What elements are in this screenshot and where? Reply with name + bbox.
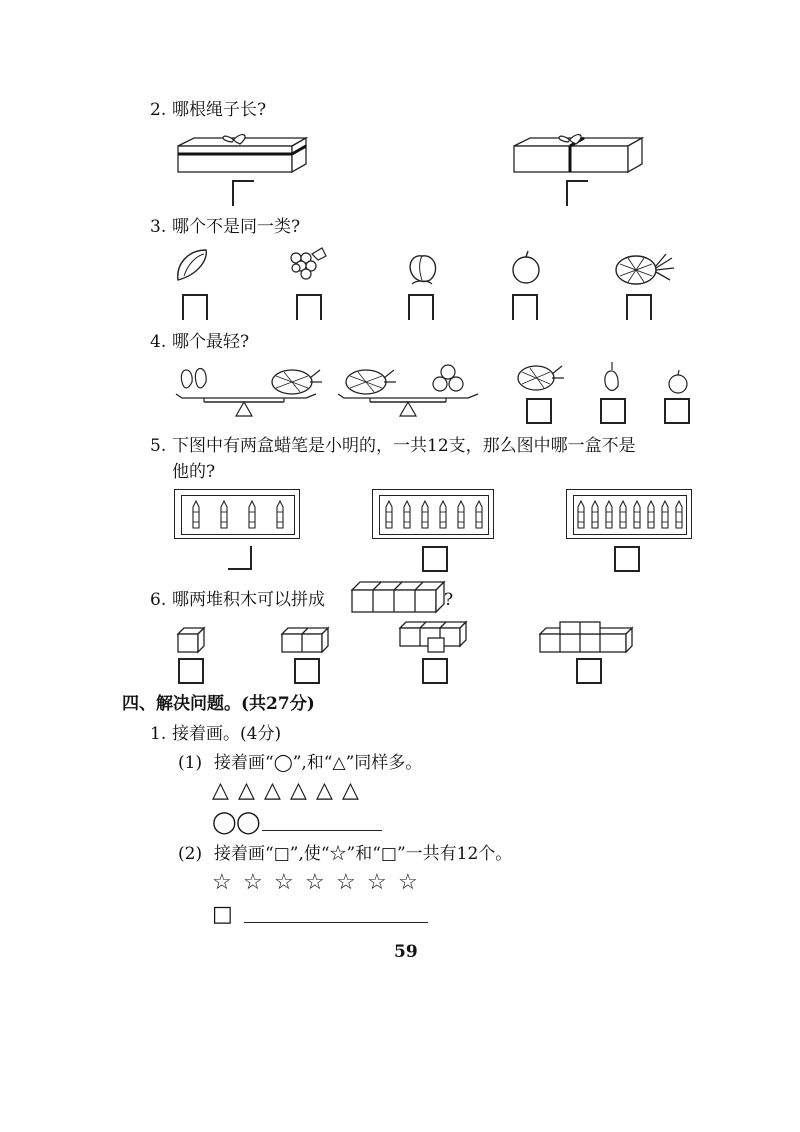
q2-text: 哪根绳子长? [172,100,267,120]
q3-answer-box-5[interactable] [626,294,652,320]
q4-text: 哪个最轻? [172,332,250,352]
star-icon: ☆ [274,870,294,895]
q6-answer-box-4[interactable] [576,658,602,684]
triangle-icon: △ [238,778,255,803]
block-pile-3 [398,620,468,654]
crayon-icon [590,500,600,530]
q5-number: 5. [150,436,167,456]
crayon-row-2 [379,495,489,535]
q5-answer-box-2[interactable] [422,546,448,572]
q4-answer-box-2[interactable] [600,398,626,424]
block-pile-1 [176,626,206,654]
balance-scale-1 [174,360,324,418]
crayon-box-1 [174,489,300,539]
q4-number: 4. [150,332,167,352]
q3-text: 哪个不是同一类? [172,217,301,237]
q4-answer-box-1[interactable] [526,398,552,424]
q3-answer-box-2[interactable] [296,294,322,320]
triangle-icon: △ [342,778,359,803]
crayon-icon [384,500,394,530]
crayon-icon [632,500,642,530]
crayon-icon [456,500,466,530]
apple-option-icon [664,368,692,396]
pineapple-icon [610,244,676,290]
crayon-row-3 [573,495,687,535]
q5-answer-box-1[interactable] [228,546,252,570]
crayon-icon [275,500,285,530]
q6-answer-box-3[interactable] [422,658,448,684]
p1a-text: 接着画“◯”,和“△”同样多。 [214,753,423,773]
crayon-icon [247,500,257,530]
p1a-answer-line[interactable] [262,830,382,831]
crayon-icon [191,500,201,530]
balance-scale-2 [336,360,486,418]
p1b-answer-line[interactable] [244,922,428,923]
star-icon: ☆ [305,870,325,895]
page-number: 59 [394,942,418,962]
gift-box-right [512,128,644,178]
apple-icon [506,248,546,290]
star-icon: ☆ [243,870,263,895]
star-icon: ☆ [398,870,418,895]
pear-option-icon [598,358,626,394]
crayon-icon [646,500,656,530]
block-pile-2 [280,626,330,654]
q6-text: 哪两堆积木可以拼成 [172,590,325,610]
q6-answer-box-1[interactable] [178,658,204,684]
q3-answer-box-4[interactable] [512,294,538,320]
q4-answer-box-3[interactable] [664,398,690,424]
q2-answer-box-right[interactable] [566,180,588,206]
crayon-row-1 [181,495,295,535]
star-icon: ☆ [367,870,387,895]
peach-icon [402,248,442,290]
crayon-icon [402,500,412,530]
crayon-box-3 [566,489,692,539]
q6-answer-box-2[interactable] [294,658,320,684]
crayon-icon [674,500,684,530]
p1b-label: (2) [178,844,203,864]
q3-answer-box-1[interactable] [182,294,208,320]
melon-slice-icon [174,246,218,284]
crayon-icon [219,500,229,530]
crayon-icon [660,500,670,530]
circle-icon: ◯ [236,810,261,835]
q3-answer-box-3[interactable] [408,294,434,320]
star-icon: ☆ [336,870,356,895]
crayon-box-2 [372,489,494,539]
crayon-icon [576,500,586,530]
triangle-icon: △ [290,778,307,803]
target-block-row-icon [350,580,446,614]
crayon-icon [474,500,484,530]
q6-question-mark: ? [444,590,454,610]
q2-number: 2. [150,100,167,120]
p1-number: 1. [150,724,167,744]
q3-number: 3. [150,217,167,237]
crayon-icon [618,500,628,530]
block-pile-4 [538,620,634,654]
star-icon: ☆ [212,870,232,895]
grapes-icon [286,244,330,290]
p1b-text: 接着画“□”,使“☆”和“□”一共有12个。 [214,844,513,864]
q5-line1: 下图中有两盒蜡笔是小明的，一共12支，那么图中哪一盒不是 [172,436,636,456]
triangle-icon: △ [212,778,229,803]
q5-answer-box-3[interactable] [614,546,640,572]
crayon-icon [604,500,614,530]
crayon-icon [420,500,430,530]
q2-answer-box-left[interactable] [232,180,254,206]
gift-box-left [176,128,308,178]
crayon-icon [438,500,448,530]
pineapple-option-icon [514,358,566,394]
square-icon: □ [212,902,233,927]
triangle-icon: △ [316,778,333,803]
p1a-label: (1) [178,753,203,773]
q5-line2: 他的? [172,462,216,482]
section4-title: 四、解决问题。(共27分) [122,694,315,714]
circle-icon: ◯ [212,810,237,835]
q6-number: 6. [150,590,167,610]
p1-text: 接着画。(4分) [172,724,282,744]
triangle-icon: △ [264,778,281,803]
